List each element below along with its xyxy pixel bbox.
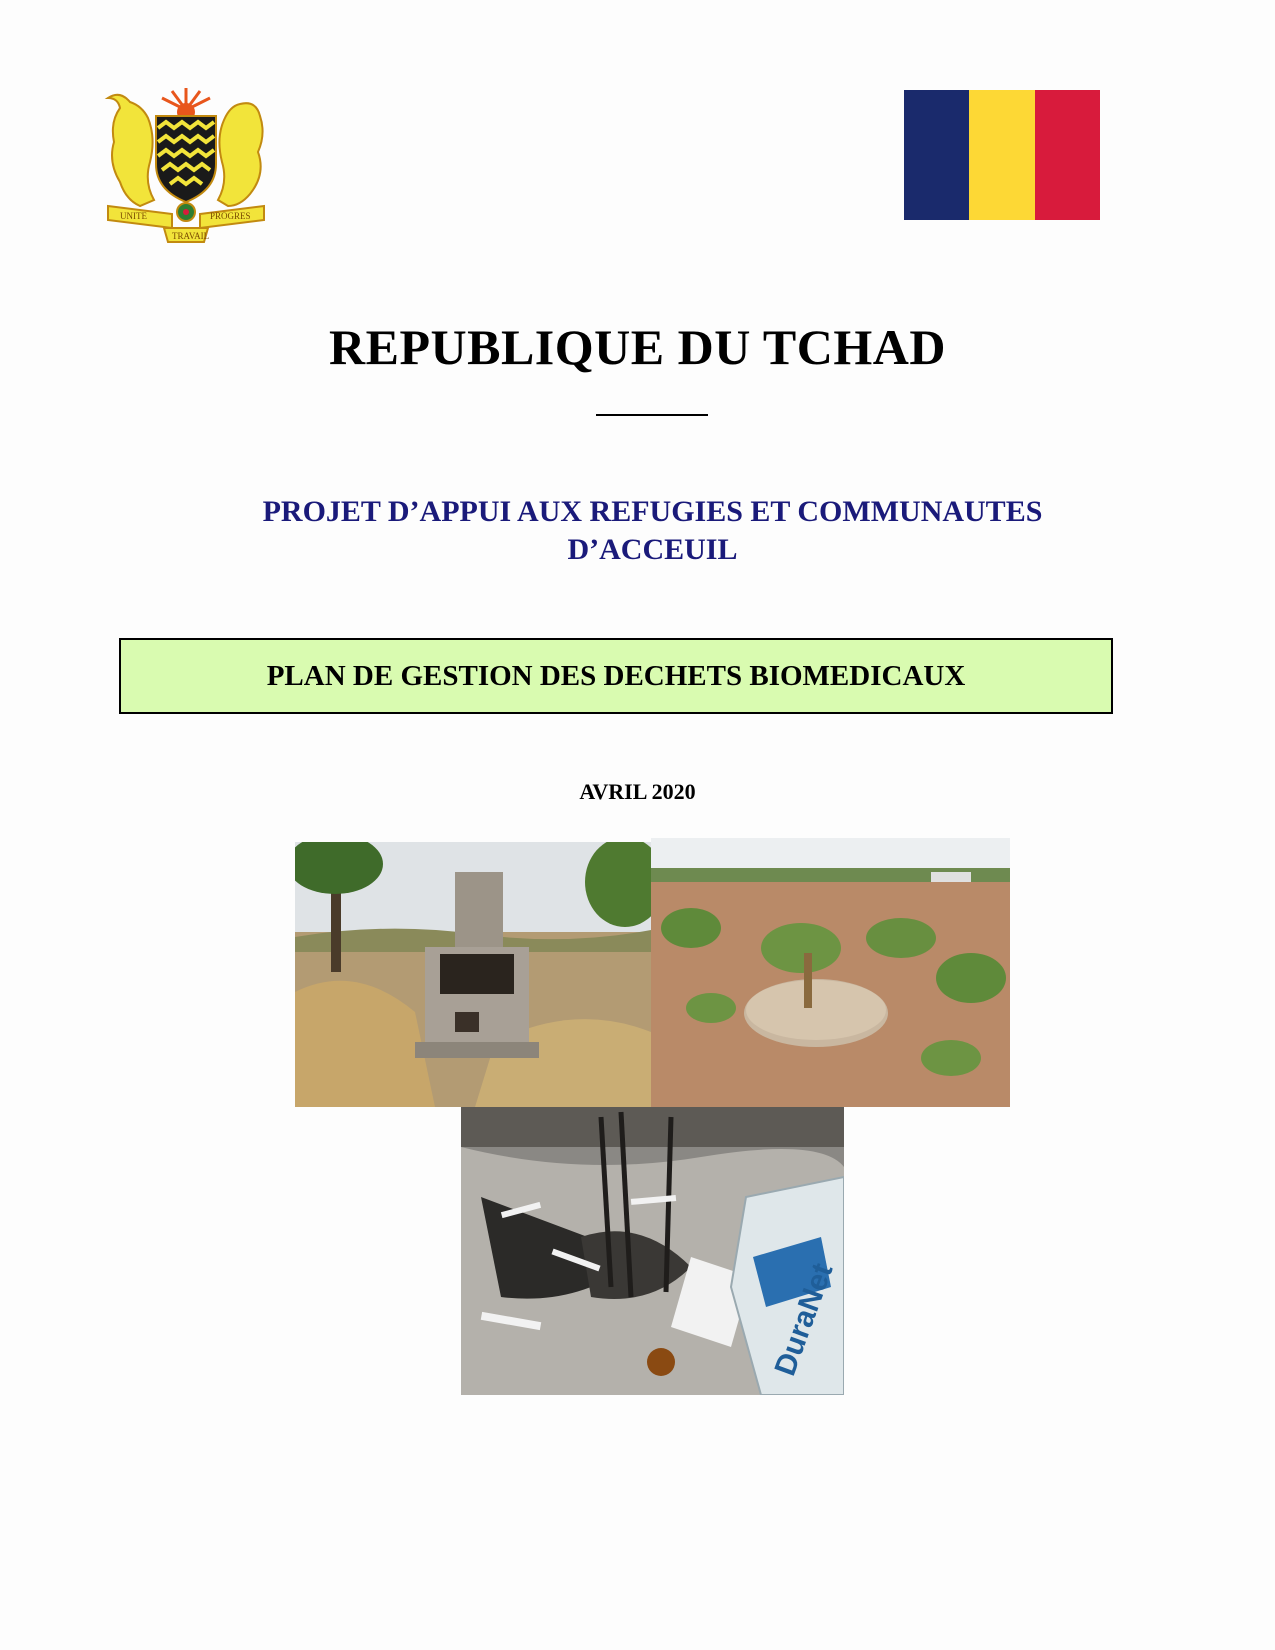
plan-title-box xyxy=(119,638,1113,714)
waste-bag-label: DuraNet xyxy=(768,1259,840,1381)
coat-of-arms-logo xyxy=(100,82,272,244)
motto-left: UNITE xyxy=(120,211,147,221)
motto-right: PROGRES xyxy=(210,211,251,221)
chad-flag xyxy=(904,90,1100,220)
flag-stripe-red xyxy=(1035,90,1100,220)
country-title: REPUBLIQUE DU TCHAD xyxy=(329,319,946,375)
motto-bottom: TRAVAIL xyxy=(172,231,210,241)
project-title-line-2: D’ACCEUIL xyxy=(567,533,738,566)
photo-covered-pit xyxy=(651,838,1010,1107)
project-title-line-1: PROJET D’APPUI AUX REFUGIES ET COMMUNAUTES xyxy=(262,495,1043,528)
photo-incinerator xyxy=(295,842,651,1107)
photo-burnt-waste xyxy=(461,1107,844,1395)
plan-title: PLAN DE GESTION DES DECHETS BIOMEDICAUX xyxy=(266,659,966,692)
flag-stripe-yellow xyxy=(969,90,1034,220)
project-title xyxy=(190,493,1115,569)
flag-stripe-blue xyxy=(904,90,969,220)
publication-date: AVRIL 2020 xyxy=(579,779,696,804)
title-divider xyxy=(596,414,708,416)
